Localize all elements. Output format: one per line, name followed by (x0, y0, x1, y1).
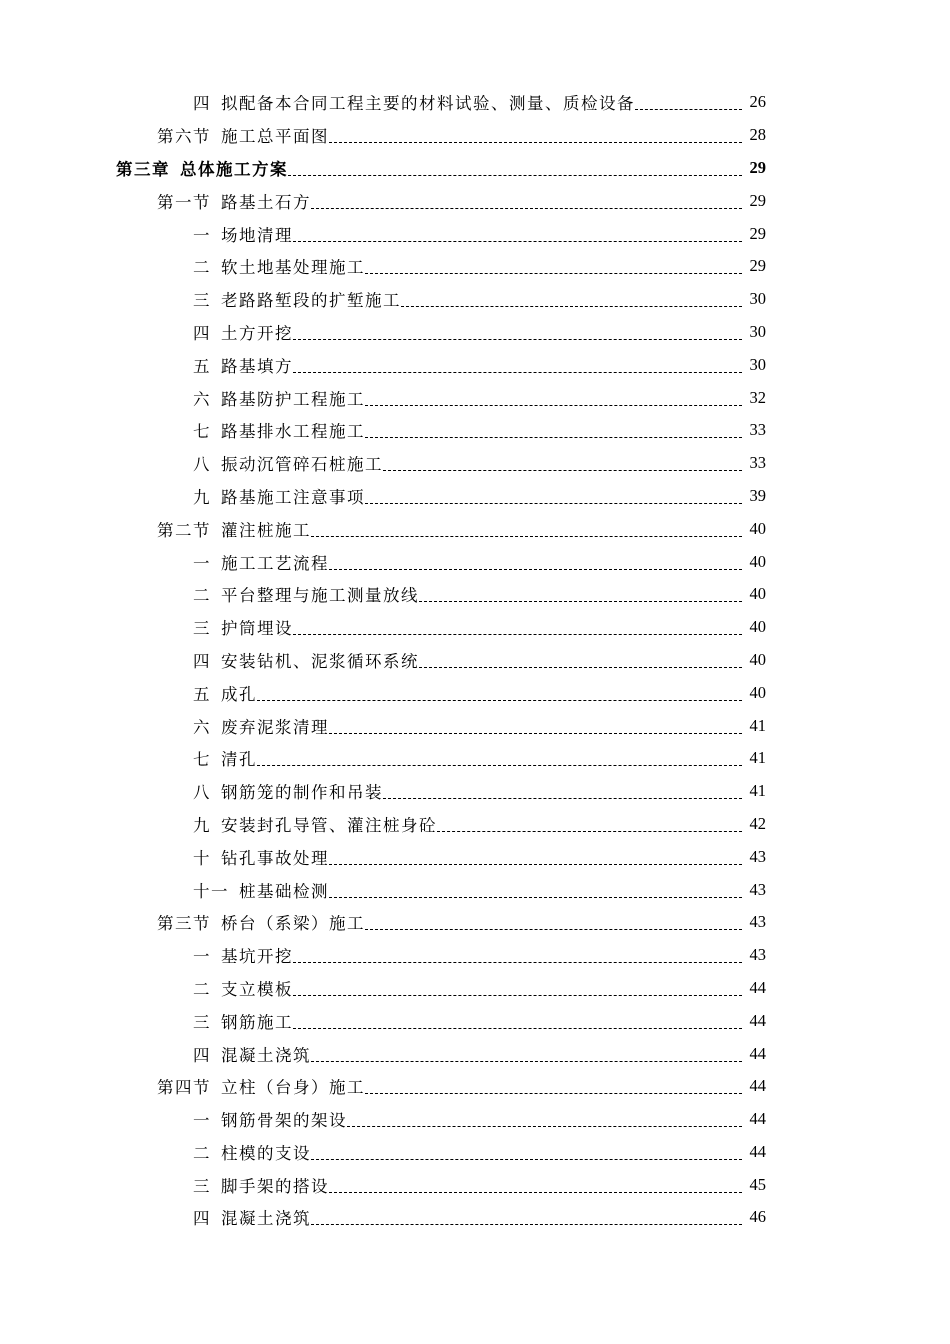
toc-entry-item[interactable] (0, 709, 950, 742)
toc-entry-item[interactable] (0, 250, 950, 283)
toc-entry-page-number: 30 (749, 354, 766, 374)
toc-entry-title: 桩基础检测 (239, 881, 329, 901)
dot-leader (293, 947, 742, 963)
toc-entry-page-number: 42 (749, 813, 766, 833)
toc-entry-title: 路基土石方 (221, 192, 311, 212)
toc-entry-number: 八 (193, 783, 211, 803)
dot-leader (329, 718, 742, 734)
toc-entry-section[interactable] (0, 512, 950, 545)
toc-entry-number: 一 (193, 553, 211, 573)
toc-entry-page-number: 33 (749, 453, 766, 473)
toc-entry-page-number: 40 (749, 551, 766, 571)
toc-entry-number: 五 (193, 684, 211, 704)
toc-entry-item[interactable] (0, 1004, 950, 1037)
toc-entry-page-number: 43 (749, 846, 766, 866)
toc-entry-item[interactable] (0, 480, 950, 513)
dot-leader (329, 882, 742, 898)
toc-entry-title: 总体施工方案 (180, 159, 288, 179)
toc-entry-number: 四 (193, 1209, 211, 1229)
toc-entry-number: 六 (193, 717, 211, 737)
toc-entry-number: 十 (193, 848, 211, 868)
toc-entry-item[interactable] (0, 972, 950, 1005)
toc-entry-item[interactable] (0, 808, 950, 841)
toc-entry-number: 三 (193, 1012, 211, 1032)
toc-entry-page-number: 41 (749, 715, 766, 735)
toc-entry-number: 七 (193, 750, 211, 770)
toc-entry-item[interactable] (0, 381, 950, 414)
toc-entry-page-number: 43 (749, 879, 766, 899)
dot-leader (329, 554, 742, 570)
toc-entry-page-number: 29 (749, 190, 766, 210)
dot-leader (347, 1111, 742, 1127)
toc-entry-number: 十一 (193, 881, 229, 901)
toc-entry-title: 钢筋笼的制作和吊装 (221, 783, 383, 803)
toc-entry-item[interactable] (0, 611, 950, 644)
toc-entry-page-number: 32 (749, 387, 766, 407)
toc-entry-number: 第二节 (157, 520, 211, 540)
toc-entry-title: 土方开挖 (221, 323, 293, 343)
toc-entry-title: 成孔 (221, 684, 257, 704)
toc-entry-title: 钢筋骨架的架设 (221, 1111, 347, 1131)
dot-leader (293, 980, 742, 996)
toc-entry-title: 桥台（系梁）施工 (221, 914, 365, 934)
dot-leader (311, 1046, 742, 1062)
toc-entry-item[interactable] (0, 545, 950, 578)
toc-entry-title: 护筒埋设 (221, 619, 293, 639)
dot-leader (401, 291, 742, 307)
toc-entry-item[interactable] (0, 578, 950, 611)
toc-entry-page-number: 44 (749, 1010, 766, 1030)
dot-leader (311, 1144, 742, 1160)
table-of-contents (0, 86, 950, 1234)
toc-entry-item[interactable] (0, 414, 950, 447)
toc-entry-page-number: 40 (749, 649, 766, 669)
dot-leader (329, 1177, 742, 1193)
toc-entry-number: 一 (193, 225, 211, 245)
toc-entry-section[interactable] (0, 184, 950, 217)
toc-entry-item[interactable] (0, 873, 950, 906)
toc-entry-item[interactable] (0, 1168, 950, 1201)
toc-entry-item[interactable] (0, 676, 950, 709)
dot-leader (365, 422, 742, 438)
toc-entry-page-number: 29 (749, 157, 766, 177)
toc-entry-number: 六 (193, 389, 211, 409)
toc-entry-number: 二 (193, 979, 211, 999)
toc-entry-page-number: 44 (749, 1141, 766, 1161)
toc-entry-number: 第六节 (157, 127, 211, 147)
dot-leader (635, 94, 742, 110)
toc-entry-title: 钻孔事故处理 (221, 848, 329, 868)
dot-leader (288, 160, 742, 176)
toc-entry-title: 柱模的支设 (221, 1143, 311, 1163)
dot-leader (419, 586, 742, 602)
toc-entry-number: 九 (193, 487, 211, 507)
toc-entry-title: 路基填方 (221, 356, 293, 376)
toc-entry-item[interactable] (0, 447, 950, 480)
toc-entry-title: 基坑开挖 (221, 947, 293, 967)
toc-entry-number: 二 (193, 1143, 211, 1163)
dot-leader (437, 816, 742, 832)
toc-entry-title: 混凝土浇筑 (221, 1045, 311, 1065)
toc-entry-title: 拟配备本合同工程主要的材料试验、测量、质检设备 (221, 94, 635, 114)
toc-entry-number: 四 (193, 94, 211, 114)
toc-entry-page-number: 39 (749, 485, 766, 505)
toc-entry-number: 四 (193, 323, 211, 343)
toc-entry-number: 三 (193, 1176, 211, 1196)
toc-entry-title: 软土地基处理施工 (221, 258, 365, 278)
toc-entry-item[interactable] (0, 1103, 950, 1136)
toc-entry-page-number: 29 (749, 256, 766, 276)
toc-entry-page-number: 44 (749, 1043, 766, 1063)
toc-entry-title: 路基施工注意事项 (221, 487, 365, 507)
toc-entry-title: 安装封孔导管、灌注桩身砼 (221, 815, 437, 835)
toc-entry-page-number: 46 (749, 1207, 766, 1227)
toc-entry-title: 路基排水工程施工 (221, 422, 365, 442)
toc-entry-item[interactable] (0, 86, 950, 119)
toc-entry-page-number: 43 (749, 912, 766, 932)
toc-entry-number: 一 (193, 947, 211, 967)
toc-entry-item[interactable] (0, 1201, 950, 1234)
toc-entry-page-number: 41 (749, 748, 766, 768)
dot-leader (383, 455, 742, 471)
toc-entry-number: 四 (193, 651, 211, 671)
dot-leader (329, 127, 742, 143)
dot-leader (293, 1013, 742, 1029)
toc-entry-page-number: 26 (749, 92, 766, 112)
toc-entry-number: 二 (193, 258, 211, 278)
toc-entry-number: 三 (193, 619, 211, 639)
dot-leader (257, 750, 742, 766)
toc-entry-page-number: 44 (749, 977, 766, 997)
toc-entry-number: 三 (193, 291, 211, 311)
toc-entry-number: 第三章 (116, 159, 170, 179)
toc-entry-page-number: 40 (749, 584, 766, 604)
toc-entry-item[interactable] (0, 1037, 950, 1070)
toc-entry-title: 安装钻机、泥浆循环系统 (221, 651, 419, 671)
toc-entry-item[interactable] (0, 316, 950, 349)
dot-leader (311, 521, 742, 537)
toc-entry-page-number: 44 (749, 1109, 766, 1129)
toc-entry-title: 混凝土浇筑 (221, 1209, 311, 1229)
toc-entry-title: 支立模板 (221, 979, 293, 999)
toc-entry-number: 第一节 (157, 192, 211, 212)
toc-entry-section[interactable] (0, 119, 950, 152)
toc-entry-number: 五 (193, 356, 211, 376)
dot-leader (293, 324, 742, 340)
toc-entry-number: 四 (193, 1045, 211, 1065)
toc-entry-page-number: 30 (749, 289, 766, 309)
dot-leader (365, 258, 742, 274)
toc-entry-number: 第四节 (157, 1078, 211, 1098)
toc-entry-number: 二 (193, 586, 211, 606)
toc-entry-number: 第三节 (157, 914, 211, 934)
toc-entry-item[interactable] (0, 840, 950, 873)
toc-entry-title: 钢筋施工 (221, 1012, 293, 1032)
dot-leader (257, 685, 742, 701)
toc-entry-page-number: 28 (749, 125, 766, 145)
toc-entry-title: 废弃泥浆清理 (221, 717, 329, 737)
toc-entry-title: 施工工艺流程 (221, 553, 329, 573)
dot-leader (311, 1209, 742, 1225)
toc-entry-title: 平台整理与施工测量放线 (221, 586, 419, 606)
toc-entry-title: 施工总平面图 (221, 127, 329, 147)
dot-leader (311, 193, 742, 209)
toc-entry-page-number: 40 (749, 682, 766, 702)
toc-entry-title: 路基防护工程施工 (221, 389, 365, 409)
toc-entry-item[interactable] (0, 1136, 950, 1169)
toc-entry-item[interactable] (0, 939, 950, 972)
toc-entry-item[interactable] (0, 217, 950, 250)
toc-entry-item[interactable] (0, 348, 950, 381)
toc-entry-number: 七 (193, 422, 211, 442)
toc-entry-title: 立柱（台身）施工 (221, 1078, 365, 1098)
toc-entry-item[interactable] (0, 775, 950, 808)
toc-entry-page-number: 43 (749, 945, 766, 965)
toc-entry-page-number: 41 (749, 781, 766, 801)
toc-entry-title: 场地清理 (221, 225, 293, 245)
toc-entry-page-number: 45 (749, 1174, 766, 1194)
dot-leader (419, 652, 742, 668)
toc-entry-page-number: 33 (749, 420, 766, 440)
toc-entry-item[interactable] (0, 742, 950, 775)
dot-leader (365, 914, 742, 930)
toc-entry-section[interactable] (0, 1070, 950, 1103)
toc-entry-item[interactable] (0, 644, 950, 677)
dot-leader (365, 488, 742, 504)
dot-leader (383, 783, 742, 799)
toc-entry-number: 一 (193, 1111, 211, 1131)
toc-entry-page-number: 30 (749, 321, 766, 341)
toc-entry-title: 老路路堑段的扩堑施工 (221, 291, 401, 311)
dot-leader (329, 849, 742, 865)
toc-entry-page-number: 40 (749, 518, 766, 538)
toc-entry-section[interactable] (0, 906, 950, 939)
dot-leader (365, 1078, 742, 1094)
toc-entry-title: 脚手架的搭设 (221, 1176, 329, 1196)
toc-entry-page-number: 29 (749, 223, 766, 243)
dot-leader (293, 619, 742, 635)
toc-entry-title: 振动沉管碎石桩施工 (221, 455, 383, 475)
dot-leader (293, 226, 742, 242)
toc-entry-item[interactable] (0, 283, 950, 316)
toc-entry-title: 清孔 (221, 750, 257, 770)
toc-entry-title: 灌注桩施工 (221, 520, 311, 540)
toc-entry-page-number: 40 (749, 617, 766, 637)
toc-entry-chapter[interactable] (0, 152, 950, 185)
toc-entry-number: 九 (193, 815, 211, 835)
toc-entry-page-number: 44 (749, 1076, 766, 1096)
toc-entry-number: 八 (193, 455, 211, 475)
dot-leader (365, 390, 742, 406)
dot-leader (293, 357, 742, 373)
